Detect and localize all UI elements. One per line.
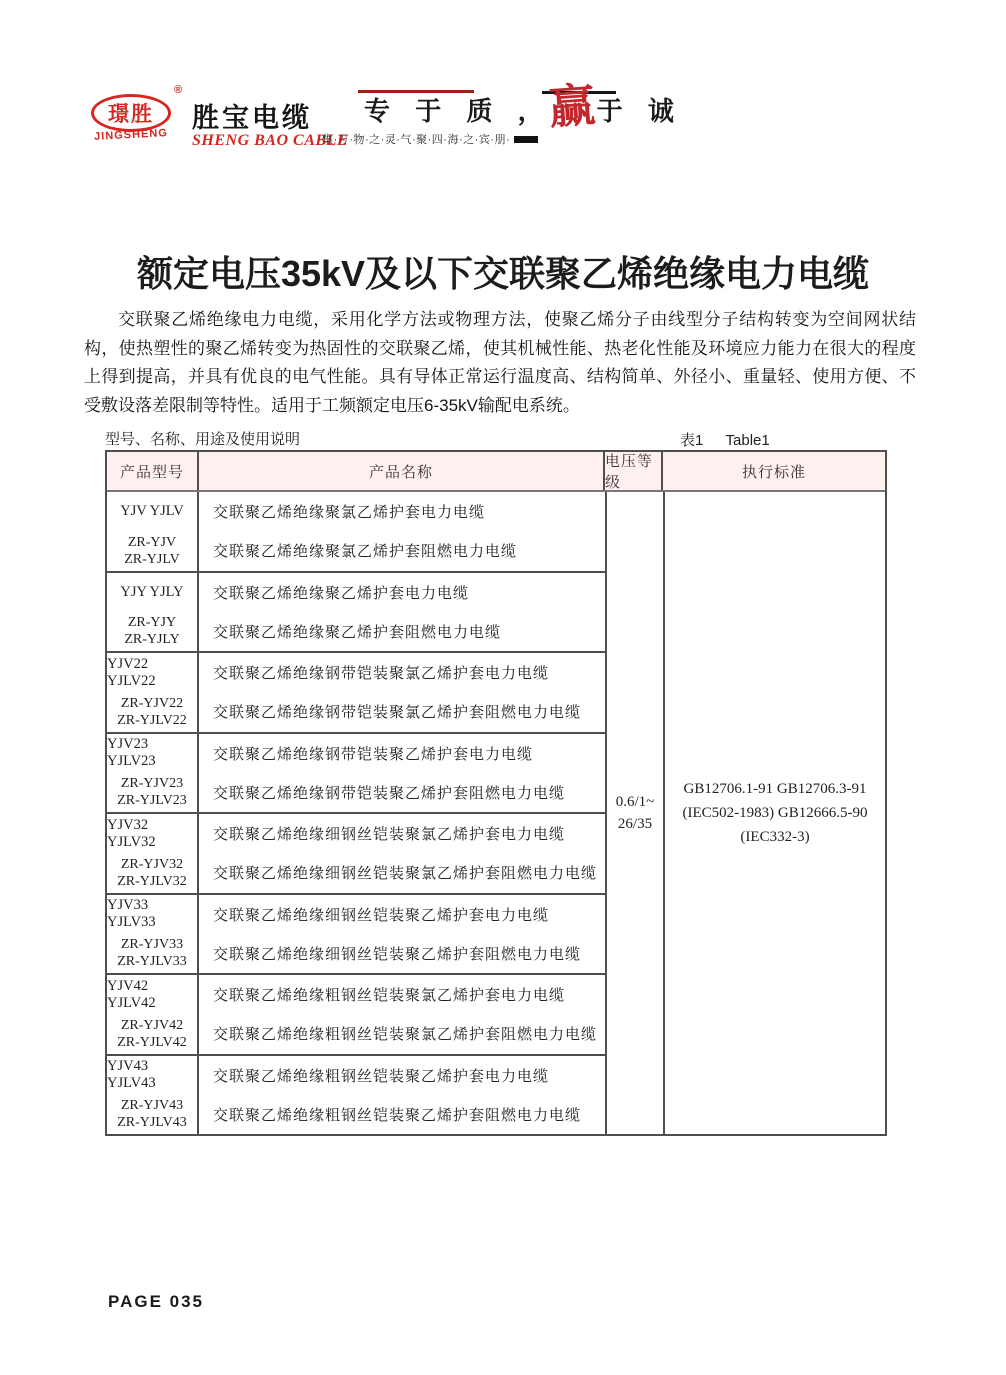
col-header-model: 产品型号 [107,452,199,490]
model-code-zr: ZR-YJV43 ZR-YJLV43 [117,1098,187,1131]
product-name: 交联聚乙烯绝缘聚氯乙烯护套电力电缆 [213,505,486,522]
slogan [358,76,683,136]
product-name: 交联聚乙烯绝缘粗钢丝铠装聚氯乙烯护套阻燃电力电缆 [213,1027,598,1044]
model-code-zr: ZR-YJV32 ZR-YJLV32 [117,856,187,889]
name-cell [199,734,605,813]
page-number: PAGE 035 [108,1292,205,1311]
model-code: YJV42 YJLV42 [107,977,156,1011]
model-code-zr: ZR-YJV ZR-YJLV [124,534,180,567]
product-name: 交联聚乙烯绝缘粗钢丝铠装聚乙烯护套电力电缆 [213,1068,550,1085]
model-cell [107,573,199,652]
model-code: YJV33 YJLV33 [107,897,156,931]
standard-line: (IEC502-1983) GB12666.5-90 [682,805,868,821]
table-row [107,1056,605,1135]
slogan-right: 于 诚 [596,96,683,126]
product-name: 交联聚乙烯绝缘粗钢丝铠装聚氯乙烯护套电力电缆 [213,988,566,1005]
product-name: 交联聚乙烯绝缘钢带铠装聚乙烯护套电力电缆 [213,746,534,763]
voltage-merged-cell [607,492,665,1134]
product-name: 交联聚乙烯绝缘聚乙烯护套电力电缆 [213,585,470,602]
company-name-en: SHENG BAO CABLE [192,132,348,149]
voltage-line: 0.6/1~ [615,794,655,810]
tagline-text: ·集·万·物·之·灵·气·聚·四·海·之·宾·朋· [318,134,511,146]
col-header-name: 产品名称 [199,452,605,490]
name-cell [199,895,605,974]
model-code-zr: ZR-YJV23 ZR-YJLV23 [117,776,187,809]
slogan-left: 专 于 质 ， [364,96,553,126]
table-caption-left: 型号、名称、用途及使用说明 [105,431,301,448]
model-cell [107,895,199,974]
table-body [107,492,885,1134]
page-title: 额定电压35kV及以下交联聚乙烯绝缘电力电缆 [136,253,870,294]
table-row [107,895,605,976]
company-name-cn: 胜宝电缆 [192,103,312,133]
model-code: YJV YJLV [120,503,184,520]
table-row [107,975,605,1056]
product-table [105,450,887,1136]
tagline [318,131,538,147]
slogan-rule-left [358,90,474,93]
model-name-columns [107,492,607,1134]
model-code: YJV43 YJLV43 [107,1058,156,1092]
product-name: 交联聚乙烯绝缘聚乙烯护套阻燃电力电缆 [213,624,502,641]
product-name: 交联聚乙烯绝缘细钢丝铠装聚氯乙烯护套阻燃电力电缆 [213,866,598,883]
standard-line: GB12706.1-91 GB12706.3-91 [683,781,867,797]
model-code-zr: ZR-YJV42 ZR-YJLV42 [117,1017,187,1050]
company-logo-icon [91,94,171,132]
model-code-zr: ZR-YJV22 ZR-YJLV22 [117,695,187,728]
standard-merged-cell [665,492,885,1134]
name-cell [199,814,605,893]
product-name: 交联聚乙烯绝缘细钢丝铠装聚氯乙烯护套电力电缆 [213,827,566,844]
table-row [107,734,605,815]
product-name: 交联聚乙烯绝缘细钢丝铠装聚乙烯护套电力电缆 [213,907,550,924]
name-cell [199,492,605,571]
product-name: 交联聚乙烯绝缘钢带铠装聚乙烯护套阻燃电力电缆 [213,785,566,802]
product-name: 交联聚乙烯绝缘聚氯乙烯护套阻燃电力电缆 [213,544,518,561]
name-cell [199,573,605,652]
model-cell [107,492,199,571]
voltage-line: 26/35 [617,816,653,832]
model-code: YJV32 YJLV32 [107,816,156,850]
slogan-text [364,78,683,134]
model-cell [107,1056,199,1135]
intro-paragraph: 交联聚乙烯绝缘电力电缆，采用化学方法或物理方法，使聚乙烯分子由线型分子结构转变为空间网状结构，使热塑性的聚乙烯转变为热固性的交联聚乙烯，使其机械性能、热老化性能及环境应力能力在很大的程度上得到提高，并具有优良的电气性能。具有导体正常运行温度高、结构简单、外径小、重量轻、使用方便、不受敷设落差限制等特性。适用于工频额定电压6-35kV输配电系统。 [84,310,916,415]
table-row [107,653,605,734]
model-cell [107,734,199,813]
standard-line: (IEC332-3) [740,829,810,845]
logo-mark-text: 璟胜 [108,103,154,126]
model-cell [107,653,199,732]
name-cell [199,653,605,732]
model-code: YJV22 YJLV22 [107,655,156,689]
product-name: 交联聚乙烯绝缘细钢丝铠装聚乙烯护套阻燃电力电缆 [213,946,582,963]
logo-latin-name: JINGSHENG [93,127,169,143]
table-header-row [107,452,885,492]
model-code: YJV23 YJLV23 [107,736,156,770]
model-cell [107,975,199,1054]
product-name: 交联聚乙烯绝缘钢带铠装聚氯乙烯护套阻燃电力电缆 [213,705,582,722]
table-row [107,573,605,654]
model-cell [107,814,199,893]
table-number-en: Table1 [725,432,770,449]
name-cell [199,1056,605,1135]
model-code: YJY YJLY [120,583,184,600]
model-code-zr: ZR-YJY ZR-YJLY [124,615,180,648]
slogan-win-char: 赢 [546,78,597,134]
col-header-standard: 执行标准 [741,463,806,481]
col-header-voltage: 电压等级 [605,452,663,490]
tagline-bar [514,136,538,143]
product-name: 交联聚乙烯绝缘钢带铠装聚氯乙烯护套电力电缆 [213,666,550,683]
registered-trademark-icon: ® [174,84,183,96]
product-name: 交联聚乙烯绝缘粗钢丝铠装聚乙烯护套阻燃电力电缆 [213,1107,582,1124]
table-caption-right [680,429,770,450]
model-code-zr: ZR-YJV33 ZR-YJLV33 [117,937,187,970]
name-cell [199,975,605,1054]
table-row [107,492,605,573]
table-number-cn: 表1 [680,432,704,449]
table-row [107,814,605,895]
